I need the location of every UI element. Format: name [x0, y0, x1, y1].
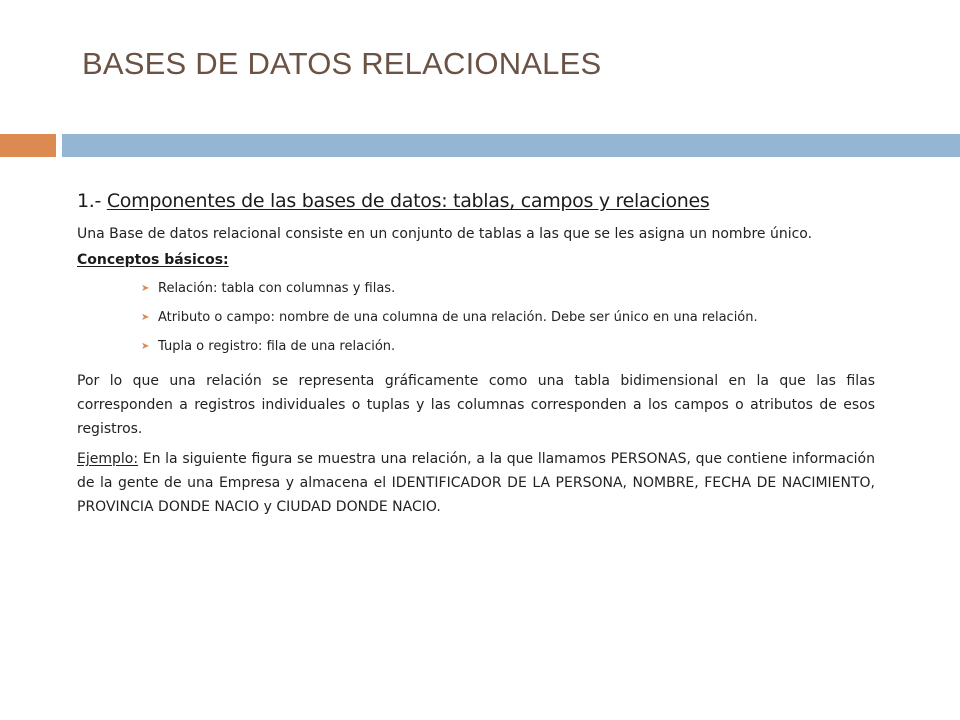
slide-content	[77, 190, 875, 525]
header-bar	[62, 134, 960, 157]
list-item	[77, 274, 875, 303]
example-text: En la siguiente figura se muestra una relación, a la que llamamos PERSONAS, que contiene información de la gente de una Empresa y almacena el IDENTIFICADOR DE LA PERSONA, NOMBRE, FECHA DE NACIMIENTO, PROVINCIA DONDE NACIO y CIUDAD DONDE NACIO.	[77, 451, 875, 515]
example-paragraph	[77, 447, 875, 519]
slide-title: BASES DE DATOS RELACIONALES	[82, 46, 602, 81]
arrow-bullet-icon: ➤	[141, 312, 150, 323]
concepts-list	[77, 274, 875, 361]
list-item-text: Tupla o registro: fila de una relación.	[158, 339, 396, 354]
list-item	[77, 332, 875, 361]
section-title: Componentes de las bases de datos: tablas, campos y relaciones	[106, 190, 710, 212]
intro-paragraph: Una Base de datos relacional consiste en un conjunto de tablas a las que se les asigna un nombre único.	[77, 226, 813, 242]
representation-paragraph: Por lo que una relación se representa gráficamente como una tabla bidimensional en la que las filas corresponden a registros individuales o tuplas y las columnas corresponden a los campos o atributos de esos registros.	[77, 373, 875, 437]
list-item-text: Atributo o campo: nombre de una columna de una relación. Debe ser único en una relación.	[158, 310, 758, 325]
arrow-bullet-icon: ➤	[141, 283, 150, 294]
list-item	[77, 303, 875, 332]
section-number: 1.-	[77, 190, 107, 212]
arrow-bullet-icon: ➤	[141, 341, 150, 352]
concepts-label: Conceptos básicos:	[77, 252, 229, 268]
example-label: Ejemplo:	[77, 451, 139, 467]
section-heading	[77, 190, 875, 212]
accent-bar	[0, 134, 56, 157]
list-item-text: Relación: tabla con columnas y filas.	[158, 281, 396, 296]
